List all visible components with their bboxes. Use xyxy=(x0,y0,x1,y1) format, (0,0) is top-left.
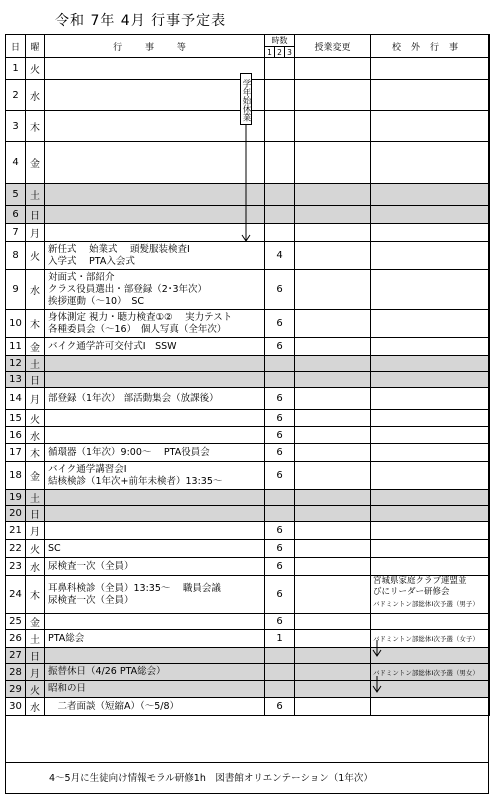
hours-cell: 1 xyxy=(265,630,295,648)
day-cell: 6 xyxy=(6,206,26,224)
day-cell: 19 xyxy=(6,490,26,506)
event-line: 循環器（1年次）9:00～ PTA役員会 xyxy=(48,446,210,458)
day-cell: 7 xyxy=(6,224,26,242)
event-line: 身体測定 視力・聴力検査①② 実力テスト xyxy=(48,311,233,323)
weekday-cell: 月 xyxy=(26,224,45,242)
day-cell: 15 xyxy=(6,410,26,427)
event-line: 尿検査一次（全員） xyxy=(48,560,134,572)
header-weekday: 曜 xyxy=(26,35,45,58)
day-cell: 22 xyxy=(6,540,26,558)
event-line: 尿検査一次（全員） xyxy=(48,594,134,606)
day-cell: 24 xyxy=(6,576,26,614)
weekday-cell: 木 xyxy=(26,444,45,462)
weekday-cell: 金 xyxy=(26,462,45,490)
day-cell: 18 xyxy=(6,462,26,490)
weekday-cell: 木 xyxy=(26,310,45,338)
header-hour-2: 2 xyxy=(275,47,285,58)
break-period-note: 学年始休業 xyxy=(240,73,252,125)
hours-cell: 6 xyxy=(265,614,295,630)
day-cell: 10 xyxy=(6,310,26,338)
day-cell: 5 xyxy=(6,184,26,206)
weekday-cell: 金 xyxy=(26,614,45,630)
weekday-cell: 月 xyxy=(26,388,45,410)
day-cell: 29 xyxy=(6,681,26,698)
event-line: バイク通学講習会Ⅰ xyxy=(48,463,127,475)
footer-note: 4～5月に生徒向け情報モラル研修1h 図書館オリエンテーション（1年次） xyxy=(5,762,489,794)
external-line: 宮城県家庭クラブ連盟並 xyxy=(373,576,467,586)
hours-cell: 6 xyxy=(265,444,295,462)
hours-cell: 6 xyxy=(265,558,295,576)
weekday-cell: 日 xyxy=(26,648,45,664)
weekday-cell: 月 xyxy=(26,522,45,540)
event-line: クラス役員選出・部登録（2･3年次） xyxy=(48,283,208,295)
weekday-cell: 金 xyxy=(26,142,45,184)
day-cell: 14 xyxy=(6,388,26,410)
weekday-cell: 日 xyxy=(26,206,45,224)
day-cell: 17 xyxy=(6,444,26,462)
event-line: 昭和の日 xyxy=(48,683,87,694)
day-cell: 4 xyxy=(6,142,26,184)
weekday-cell: 月 xyxy=(26,664,45,681)
external-arrow-2 xyxy=(372,676,382,694)
event-line: 部登録（1年次） 部活動集会（放課後） xyxy=(48,392,219,404)
weekday-cell: 金 xyxy=(26,338,45,356)
hours-cell: 6 xyxy=(265,462,295,490)
day-cell: 13 xyxy=(6,372,26,388)
weekday-cell: 火 xyxy=(26,410,45,427)
day-cell: 26 xyxy=(6,630,26,648)
event-line: 対面式・部紹介 xyxy=(48,271,115,283)
weekday-cell: 水 xyxy=(26,698,45,716)
external-line: バドミントン部総体Ⅰ次予選（男女） xyxy=(373,669,479,677)
header-external: 校外行事 xyxy=(371,35,490,58)
day-cell: 11 xyxy=(6,338,26,356)
external-line: バドミントン部総体Ⅰ次予選（男子） xyxy=(373,600,479,608)
event-line: 各種委員会（～16） 個人写真（全年次） xyxy=(48,323,227,335)
weekday-cell: 木 xyxy=(26,111,45,142)
day-cell: 23 xyxy=(6,558,26,576)
event-line: 挨拶運動（～10） SC xyxy=(48,295,145,307)
day-cell: 21 xyxy=(6,522,26,540)
weekday-cell: 水 xyxy=(26,427,45,444)
hours-cell: 6 xyxy=(265,576,295,614)
weekday-cell: 土 xyxy=(26,630,45,648)
event-line: 振替休日（4/26 PTA総会） xyxy=(48,666,166,677)
event-line: 新任式 始業式 頭髪服装検査Ⅰ xyxy=(48,243,190,255)
external-arrow-1 xyxy=(372,640,382,658)
weekday-cell: 火 xyxy=(26,540,45,558)
day-cell: 1 xyxy=(6,58,26,80)
weekday-cell: 火 xyxy=(26,681,45,698)
day-cell: 28 xyxy=(6,664,26,681)
day-cell: 3 xyxy=(6,111,26,142)
weekday-cell: 水 xyxy=(26,270,45,310)
hours-cell: 6 xyxy=(265,427,295,444)
event-line: 結核検診（1年次+前年未検者）13:35～ xyxy=(48,475,223,487)
hours-cell: 6 xyxy=(265,410,295,427)
hours-cell: 6 xyxy=(265,388,295,410)
day-cell: 9 xyxy=(6,270,26,310)
day-cell: 25 xyxy=(6,614,26,630)
hours-cell: 6 xyxy=(265,698,295,716)
hours-cell: 6 xyxy=(265,310,295,338)
hours-cell: 6 xyxy=(265,270,295,310)
day-cell: 27 xyxy=(6,648,26,664)
event-line: 二者面談（短縮A）（～5/8） xyxy=(48,700,180,712)
day-cell: 8 xyxy=(6,242,26,270)
event-line: 耳鼻科検診（全員）13:35～ 職員会議 xyxy=(48,582,221,594)
weekday-cell: 火 xyxy=(26,58,45,80)
weekday-cell: 木 xyxy=(26,576,45,614)
event-line: 入学式 PTA入会式 xyxy=(48,255,135,267)
event-line: PTA総会 xyxy=(48,632,85,644)
weekday-cell: 水 xyxy=(26,558,45,576)
day-cell: 16 xyxy=(6,427,26,444)
header-class-change: 授業変更 xyxy=(295,35,371,58)
event-line: SC xyxy=(48,542,61,554)
hours-cell: 4 xyxy=(265,242,295,270)
header-hour-3: 3 xyxy=(285,47,295,58)
weekday-cell: 土 xyxy=(26,184,45,206)
hours-cell: 6 xyxy=(265,522,295,540)
header-hours: 時数 xyxy=(265,35,295,47)
weekday-cell: 水 xyxy=(26,80,45,111)
day-cell: 2 xyxy=(6,80,26,111)
header-day: 日 xyxy=(6,35,26,58)
header-hour-1: 1 xyxy=(265,47,275,58)
weekday-cell: 土 xyxy=(26,356,45,372)
weekday-cell: 火 xyxy=(26,242,45,270)
external-line: びにリーダー研修会 xyxy=(373,586,450,597)
header-events: 行 事 等 xyxy=(45,35,265,58)
hours-cell: 6 xyxy=(265,338,295,356)
break-period-arrow xyxy=(240,125,252,243)
weekday-cell: 土 xyxy=(26,490,45,506)
event-line: バイク通学許可交付式Ⅰ SSW xyxy=(48,340,177,352)
hours-cell: 6 xyxy=(265,540,295,558)
external-line: バドミントン部総体Ⅰ次予選（女子） xyxy=(373,635,479,643)
day-cell: 12 xyxy=(6,356,26,372)
day-cell: 20 xyxy=(6,506,26,522)
weekday-cell: 日 xyxy=(26,506,45,522)
page-title: 令和 7年 4月 行事予定表 xyxy=(55,13,227,29)
day-cell: 30 xyxy=(6,698,26,716)
weekday-cell: 日 xyxy=(26,372,45,388)
